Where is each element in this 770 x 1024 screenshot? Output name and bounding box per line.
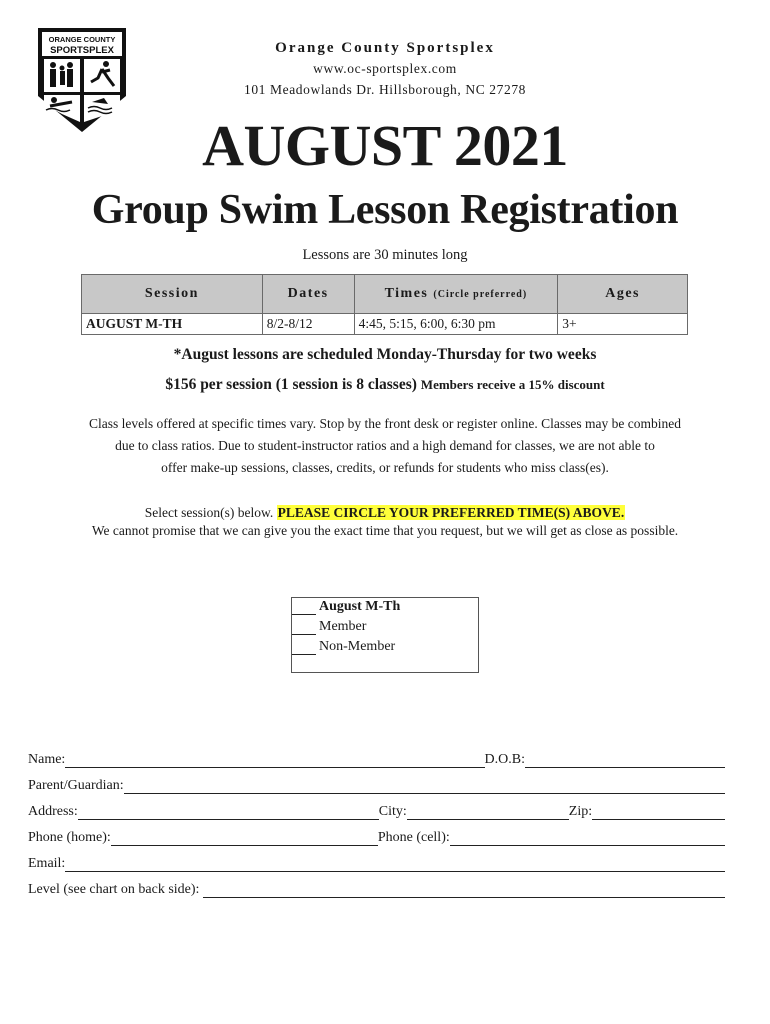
option-label: Non-Member (319, 639, 396, 654)
parent-label: Parent/Guardian: (28, 778, 124, 793)
table-header-row (82, 275, 688, 314)
header-ages: Ages (558, 275, 688, 314)
promise-note: We cannot promise that we can give you the exact time that you request, but we will get as close as possible. (91, 523, 679, 538)
class-info-line: offer make-up sessions, classes, credits, or refunds for students who miss class(es). (161, 460, 609, 475)
org-address: 101 Meadowlands Dr. Hillsborough, NC 27278 (243, 82, 527, 97)
zip-field[interactable] (592, 805, 725, 820)
email-row (28, 854, 725, 872)
dob-label: D.O.B: (484, 752, 525, 767)
class-info-line: due to class ratios. Due to student-instructor ratios and a high demand for classes, we are not able to (115, 438, 655, 453)
option-label: Member (319, 619, 367, 634)
name-field[interactable] (65, 753, 484, 768)
city-label: City: (378, 804, 407, 819)
zip-label: Zip: (568, 804, 593, 819)
address-row (28, 802, 725, 820)
email-field[interactable] (65, 857, 725, 872)
level-field[interactable] (203, 883, 725, 898)
class-info-line: Class levels offered at specific times vary. Stop by the front desk or register online. Classes may be combined (89, 416, 681, 431)
option-label: August M-Th (319, 599, 401, 614)
option-blank[interactable] (292, 620, 316, 635)
phone-cell-field[interactable] (450, 831, 725, 846)
cell-ages: 3+ (558, 314, 688, 335)
option-blank[interactable] (292, 640, 316, 655)
option-non-member[interactable] (292, 639, 395, 659)
schedule-note: *August lessons are scheduled Monday-Thursday for two weeks (173, 346, 597, 363)
header-session: Session (82, 275, 263, 314)
session-selection-box (291, 597, 479, 673)
option-blank[interactable] (292, 600, 316, 615)
cell-session: AUGUST M-TH (82, 314, 263, 335)
phone-home-field[interactable] (111, 831, 378, 846)
header-times-note: (Circle preferred) (433, 289, 528, 300)
parent-row (28, 776, 725, 794)
org-name: Orange County Sportsplex (275, 40, 495, 56)
phone-cell-label: Phone (cell): (377, 830, 450, 845)
parent-field[interactable] (124, 779, 725, 794)
cell-times[interactable]: 4:45, 5:15, 6:00, 6:30 pm (354, 314, 558, 335)
email-label: Email: (28, 856, 66, 871)
page-title: AUGUST 2021 (202, 113, 568, 178)
sessions-table (81, 274, 688, 335)
phone-row (28, 828, 725, 846)
discount-text: Members receive a 15% discount (420, 377, 605, 392)
name-label: Name: (28, 752, 66, 767)
level-row (28, 880, 725, 898)
select-prefix: Select session(s) below. (144, 505, 274, 520)
logo-text-bottom: SPORTSPLEX (50, 45, 114, 56)
logo-text-top: ORANGE COUNTY (48, 35, 116, 44)
dob-field[interactable] (525, 753, 725, 768)
header-times (354, 275, 558, 314)
lesson-length-note: Lessons are 30 minutes long (302, 247, 468, 263)
city-field[interactable] (407, 805, 569, 820)
table-row (82, 314, 688, 335)
price-text: $156 per session (1 session is 8 classes) (165, 376, 417, 393)
address-field[interactable] (78, 805, 379, 820)
level-label: Level (see chart on back side): (28, 882, 200, 897)
option-member[interactable] (292, 619, 366, 639)
page-subtitle: Group Swim Lesson Registration (91, 187, 679, 233)
cell-dates: 8/2-8/12 (262, 314, 354, 335)
name-row (28, 750, 725, 768)
address-label: Address: (28, 804, 78, 819)
org-website: www.oc-sportsplex.com (313, 61, 457, 76)
phone-home-label: Phone (home): (28, 830, 111, 845)
class-info-paragraph (40, 413, 730, 479)
circle-time-highlight: PLEASE CIRCLE YOUR PREFERRED TIME(S) ABOVE. (277, 505, 625, 520)
header-dates: Dates (262, 275, 354, 314)
price-note (0, 376, 770, 394)
header-times-label: Times (384, 286, 429, 301)
select-instructions (0, 505, 770, 521)
option-august-mth[interactable] (292, 599, 400, 619)
